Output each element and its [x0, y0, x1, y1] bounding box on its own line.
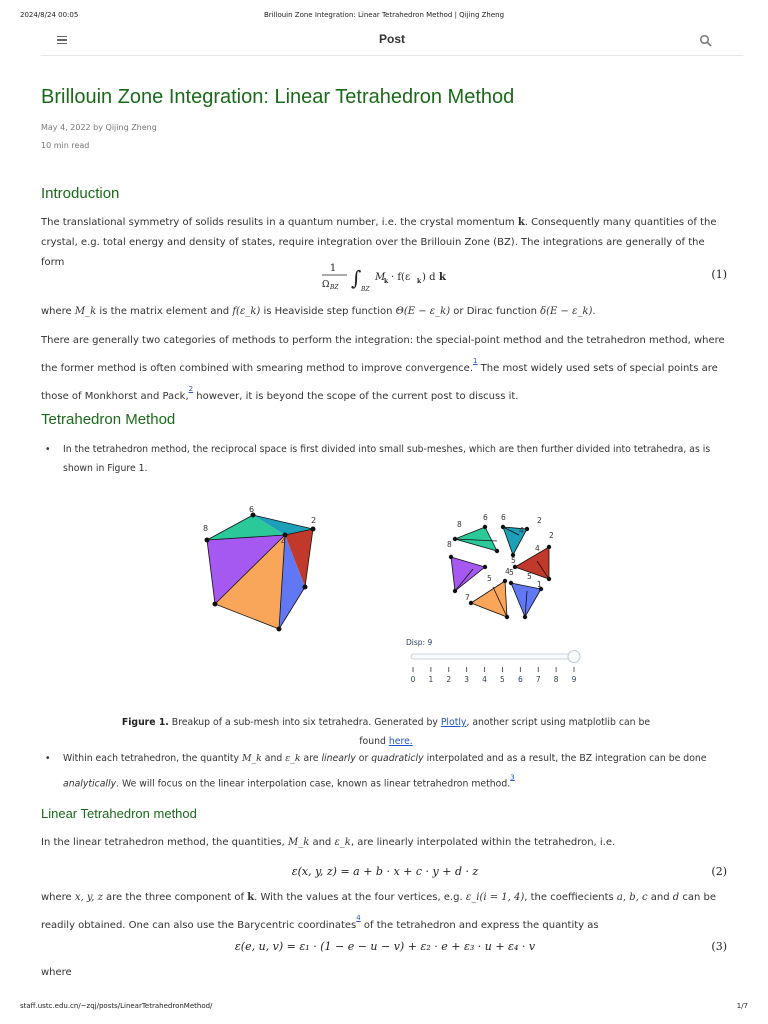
print-header — [0, 11, 768, 23]
equation-2-body: ε(x, y, z) = a + b · x + c · y + d · z — [291, 865, 479, 878]
list-item: • In the tetrahedron method, the reciprocal space is first divided into small sub-meshes, which are then further divided into tetrahedra, as is shown in Figure 1. — [45, 444, 711, 474]
matplotlib-script-link[interactable]: here. — [388, 736, 413, 747]
print-date: 2024/8/24 00:05 — [20, 11, 79, 19]
svg-text:M: M — [375, 272, 386, 283]
figure-caption: Figure 1. Breakup of a sub-mesh into six tetrahedra. Generated by Plotly, another script using matplotlib can be found here. — [121, 717, 651, 747]
slider-tick-label[interactable]: 9 — [571, 675, 577, 684]
svg-text:4: 4 — [505, 567, 510, 576]
post-date: May 4, 2022 by — [41, 123, 103, 132]
figure-1 — [41, 505, 729, 690]
svg-text:2: 2 — [549, 531, 554, 540]
svg-text:k: k — [417, 278, 422, 285]
equation-1-render — [321, 260, 491, 294]
svg-text:8: 8 — [447, 540, 452, 549]
section-tetrahedron-method: Tetrahedron Method — [41, 411, 176, 428]
post-meta — [41, 123, 157, 132]
svg-text:8: 8 — [457, 520, 462, 529]
slider-rail[interactable] — [411, 654, 576, 659]
svg-text:6: 6 — [501, 513, 506, 522]
page-title: Brillouin Zone Integration: Linear Tetrahedron Method — [41, 86, 515, 108]
equation-1 — [41, 260, 729, 293]
svg-text:) d: ) d — [422, 272, 436, 283]
svg-text:6: 6 — [483, 513, 488, 522]
linear-paragraph-2: where x, y, z are the three component of k. With the values at the four vertices, e.g. ε_i(i = 1, 4), the coeffiecients a, b, c and d can be readily obtained. One can also use the Barycentric coordinates$^{^4}$ of the tetrahedron and express the quantity as — [41, 892, 716, 932]
equation-3-body: ε(e, u, v) = ε₁ · (1 − e − u − v) + ε₂ · e + ε₃ · u + ε₄ · v — [234, 940, 536, 953]
equation-2-number: (2) — [711, 865, 727, 878]
slider-tick-label[interactable]: 8 — [553, 675, 559, 684]
slider-tick-label[interactable]: 3 — [464, 675, 470, 684]
equation-3-number: (3) — [711, 940, 727, 953]
footnote-2-link[interactable]: 2 — [188, 385, 194, 394]
svg-text:6: 6 — [249, 505, 255, 514]
plotly-link[interactable]: Plotly — [440, 717, 467, 728]
svg-text:1: 1 — [329, 263, 337, 274]
slider-tick-label[interactable]: 5 — [500, 675, 505, 684]
equation-1-number: (1) — [711, 268, 727, 281]
intro-paragraph-3: There are generally two categories of methods to perform the integration: the special-point method and the tetrahedron method, where the former method is often combined with smearing method to improve convergence.$^{^1}$ The most widely used sets of special points are those of Monkhorst and Pack,$^{^2}$ however, it is beyond the scope of the current post to discuss it. — [41, 335, 725, 403]
slider-tick-label[interactable]: 7 — [535, 675, 541, 684]
equation-3 — [41, 932, 729, 962]
figure-1-svg[interactable] — [41, 505, 729, 690]
footnote-1-link[interactable]: 1 — [473, 357, 478, 365]
svg-text:4: 4 — [519, 526, 524, 535]
svg-text:k: k — [439, 272, 446, 283]
svg-text:7: 7 — [465, 593, 470, 602]
svg-text:4: 4 — [281, 537, 287, 546]
svg-text:5: 5 — [509, 568, 514, 577]
svg-text:Ω: Ω — [322, 280, 330, 290]
svg-text:5: 5 — [487, 574, 492, 583]
slider-tick-label[interactable]: 0 — [410, 675, 416, 684]
svg-text:2: 2 — [311, 516, 317, 525]
svg-text:k: k — [384, 278, 389, 285]
svg-text:· f(ε: · f(ε — [391, 272, 411, 283]
tet-orange-2 — [471, 581, 507, 617]
right-exploded — [447, 513, 554, 619]
intro-paragraph-1: The translational symmetry of solids resulits in a quantum number, i.e. the crystal momentum k. Consequently many quantities of the crystal, e.g. total energy and density of states, require integration over the Brillouin Zone (BZ). The integrations are generally of the form — [41, 217, 717, 268]
list-item: • Within each tetrahedron, the quantity M_k and ε_k are linearly or quadraticly interpolated and as a result, the BZ integration can be done analytically. We will focus on the linear interpolation case, known as linear tetrahedron method.$^3$ — [45, 753, 707, 790]
svg-text:∫: ∫ — [351, 266, 362, 290]
svg-text:5: 5 — [511, 556, 516, 565]
slider-tick-label[interactable]: 6 — [517, 675, 523, 684]
read-time: 10 min read — [41, 141, 90, 150]
slider-handle[interactable] — [568, 651, 580, 663]
section-linear-tetrahedron: Linear Tetrahedron method — [41, 806, 197, 821]
author-link[interactable]: Qijing Zheng — [105, 123, 157, 132]
print-page-number: 1/7 — [736, 1002, 748, 1010]
slider-tick-label[interactable]: 2 — [446, 675, 452, 684]
equation-2 — [41, 857, 729, 887]
footnote-4-link[interactable]: 4 — [356, 914, 361, 922]
nav-title[interactable]: Post — [378, 32, 405, 46]
intro-paragraph-2: where M_k is the matrix element and f(ε_k) is Heaviside step function Θ(E − ε_k) or Dirac function δ(E − ε_k). — [41, 306, 596, 317]
print-url: staff.ustc.edu.cn/~zqj/posts/LinearTetrahedronMethod/ — [20, 1002, 213, 1010]
slider-label: Disp: 9 — [406, 638, 433, 647]
slider-tick-label[interactable]: 4 — [482, 675, 487, 684]
disp-slider[interactable] — [406, 638, 580, 684]
section-introduction: Introduction — [41, 185, 120, 202]
svg-text:BZ: BZ — [330, 284, 339, 291]
print-title: Brillouin Zone Integration: Linear Tetrahedron Method | Qijing Zheng — [263, 11, 505, 19]
tet-red-2 — [515, 547, 549, 579]
navbar — [41, 28, 743, 56]
footnote-3-link[interactable]: 3 — [510, 773, 515, 781]
linear-paragraph-1: In the linear tetrahedron method, the quantities, M_k and ε_k, are linearly interpolated within the tetrahedron, i.e. — [41, 837, 616, 848]
left-cube — [203, 505, 316, 632]
svg-text:BZ: BZ — [361, 286, 370, 293]
svg-text:1: 1 — [537, 580, 542, 589]
search-icon[interactable] — [699, 33, 713, 47]
slider-tick-label[interactable]: 1 — [428, 675, 434, 684]
svg-text:2: 2 — [537, 516, 542, 525]
linear-paragraph-3: where — [41, 967, 72, 978]
svg-text:8: 8 — [203, 524, 209, 533]
svg-text:5: 5 — [527, 572, 532, 581]
svg-text:4: 4 — [535, 544, 540, 553]
